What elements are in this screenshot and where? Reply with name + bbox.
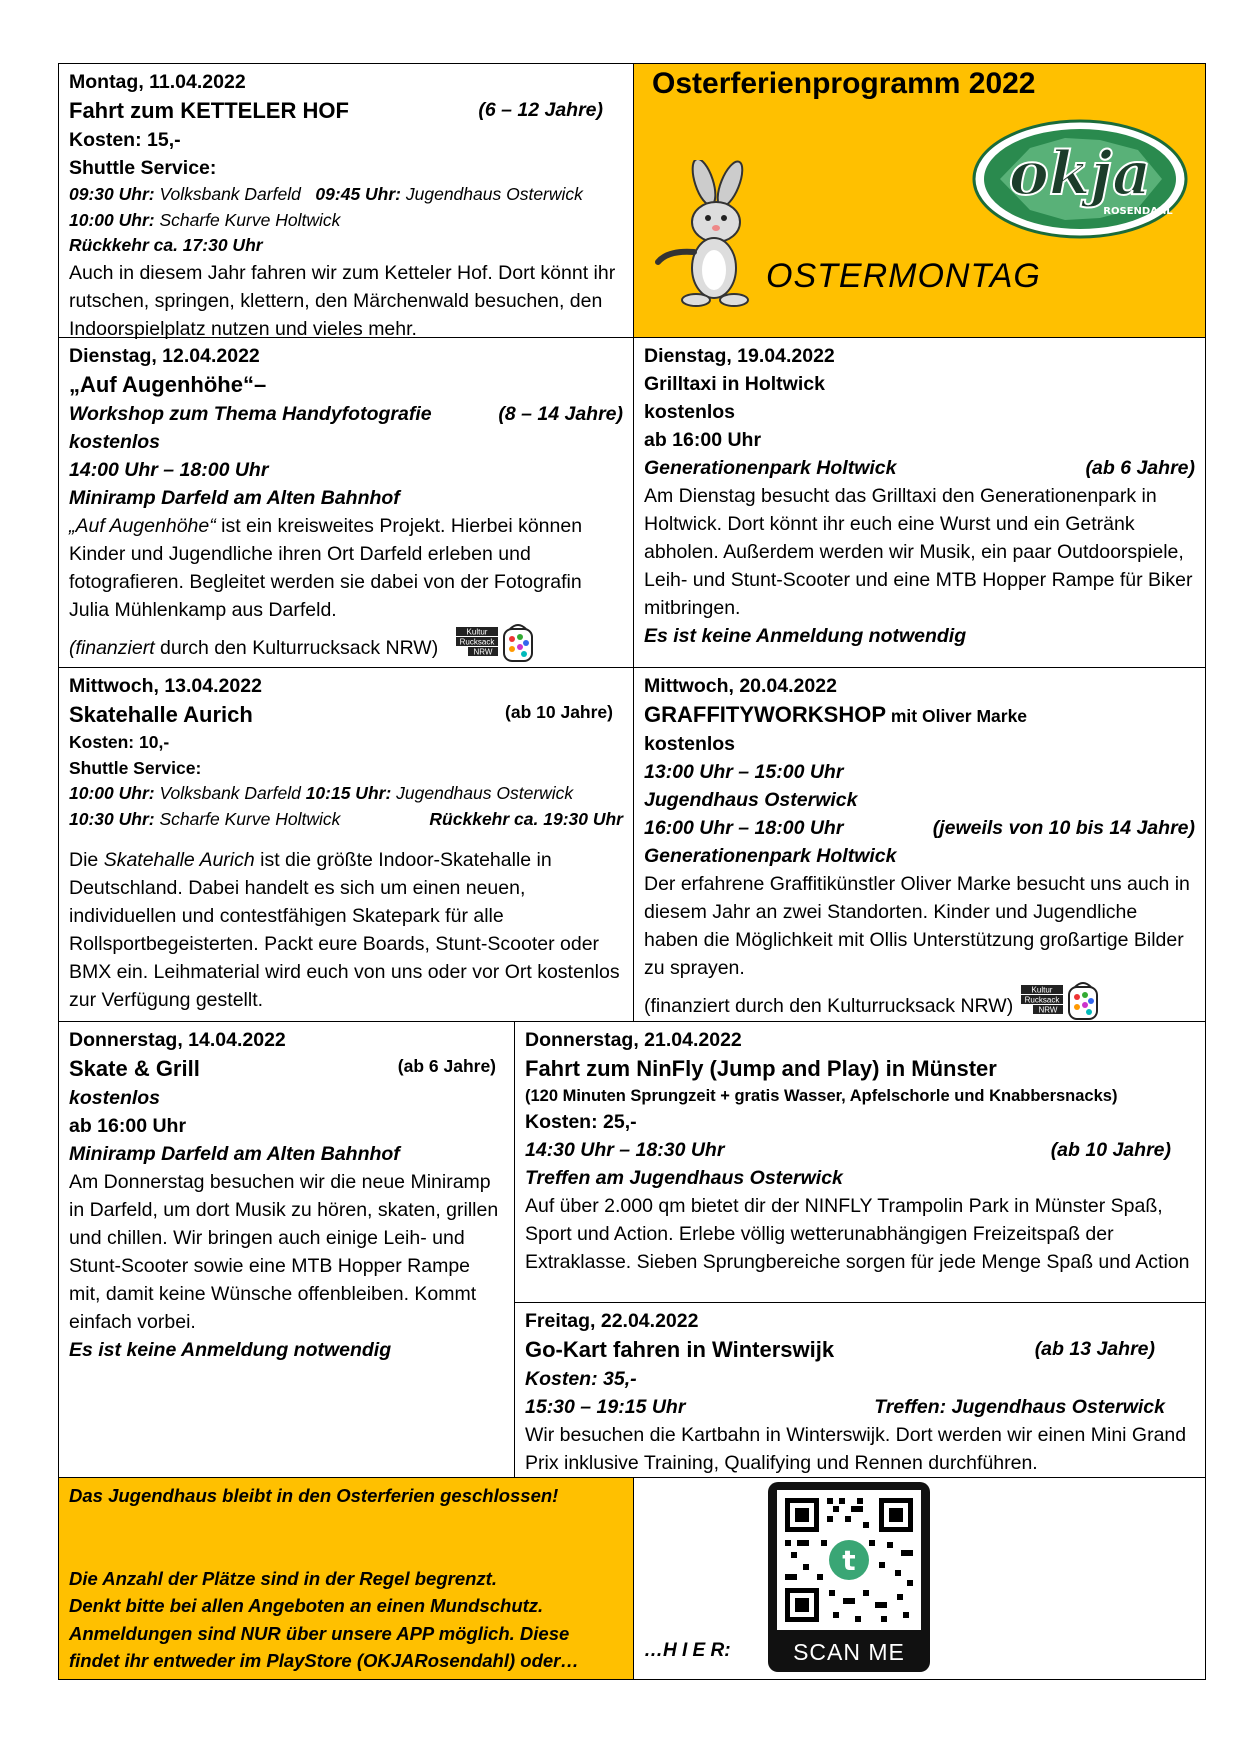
event-date: Mittwoch, 20.04.2022 [644, 675, 837, 697]
qr-pattern-icon [777, 1490, 921, 1630]
event-date: Dienstag, 19.04.2022 [644, 345, 835, 367]
event-date: Mittwoch, 13.04.2022 [69, 675, 262, 697]
event-title: Skatehalle Aurich [69, 702, 253, 727]
event-description: Auf über 2.000 qm bietet dir der NINFLY Trampolin Park in Münster Spaß, Sport und Action. Erlebe völlig wetterunabhängigen Freizeitspaß der Extraklasse. Sieben Sprungbereiche sorgen für jede Menge Spaß und Action [525, 1195, 1190, 1273]
event-cost: Kosten: 15,- [69, 129, 181, 151]
event-description: Am Donnerstag besuchen wir die neue Miniramp in Darfeld, um dort Musik zu hören, skaten, grillen und chillen. Wir bringen auch einige Leih- und Stunt-Scooter sowie eine MTB Hopper Rampe mit, damit keine Wünsche offenbleiben. Kommt einfach vorbei. [69, 1171, 499, 1333]
scan-me-label: SCAN ME [793, 1639, 905, 1665]
event-description [69, 512, 623, 624]
capacity-notice: Die Anzahl der Plätze sind in der Regel begrenzt. [69, 1567, 497, 1589]
shuttle-stops [69, 182, 623, 208]
shuttle-time: 09:45 Uhr: [315, 184, 402, 204]
registration-note: Es ist keine Anmeldung notwendig [644, 625, 967, 647]
event-time: 13:00 Uhr – 15:00 Uhr [644, 761, 844, 783]
shuttle-place: Jugendhaus Osterwick [391, 783, 574, 803]
event-price: kostenlos [644, 733, 736, 755]
badge-line: Kultur [1031, 985, 1053, 995]
event-cost: Kosten: 35,- [525, 1368, 637, 1390]
shuttle-label: Shuttle Service: [69, 757, 202, 778]
mask-notice: Denkt bitte bei allen Angeboten an einen Mundschutz. [69, 1595, 544, 1616]
event-time: ab 16:00 Uhr [644, 429, 762, 451]
shuttle-time: 10:00 Uhr: [69, 783, 155, 803]
event-title: Grilltaxi in Holtwick [644, 373, 825, 395]
event-time: 15:30 – 19:15 Uhr [525, 1396, 686, 1418]
event-age: (ab 10 Jahre) [505, 702, 613, 722]
return-time: Rückkehr ca. 19:30 Uhr [429, 808, 623, 829]
svg-text:okja: okja [1008, 139, 1152, 209]
qr-code-cell [633, 1477, 1206, 1680]
meeting-point: Treffen: Jugendhaus Osterwick [874, 1396, 1165, 1418]
hier-label: …H I E R: [644, 1640, 731, 1661]
event-date: Donnerstag, 21.04.2022 [525, 1029, 742, 1051]
event-title: Skate & Grill [69, 1056, 200, 1081]
project-name: „Auf Augenhöhe“ [69, 515, 216, 537]
shuttle-place: Scharfe Kurve Holtwick [154, 209, 341, 230]
event-price: kostenlos [644, 401, 736, 423]
meeting-point: Treffen am Jugendhaus Osterwick [525, 1167, 843, 1189]
qr-center-letter: t [842, 1544, 856, 1577]
easter-bunny-illustration [648, 160, 766, 310]
event-place: Generationenpark Holtwick [644, 457, 897, 479]
monday-event-cell [58, 63, 634, 338]
shuttle-time: 10:15 Uhr: [305, 783, 392, 803]
shuttle-place: Volksbank Darfeld [154, 783, 306, 803]
tuesday-12-event-cell [58, 337, 634, 668]
badge-line: NRW [473, 647, 493, 657]
event-date: Dienstag, 12.04.2022 [69, 345, 260, 367]
event-date: Donnerstag, 14.04.2022 [69, 1029, 286, 1051]
badge-line: Rucksack [1024, 995, 1059, 1005]
description-text: ist ein kreisweites Projekt. Hierbei können Kinder und Jugendliche ihren Ort Darfeld erleben und fotografieren. Begleitet werden sie dabei von der Fotografin Julia Mühlenkamp aus Darfeld. [69, 515, 583, 621]
event-title-main: GRAFFITYWORKSHOP [644, 702, 886, 727]
event-description [69, 846, 623, 1014]
event-age: (6 – 12 Jahre) [478, 99, 603, 121]
thursday-21-event-cell [514, 1021, 1206, 1303]
tuesday-19-event-cell [633, 337, 1206, 668]
event-subtitle: Workshop zum Thema Handyfotografie [69, 403, 432, 425]
shuttle-stops [69, 807, 623, 833]
funding-note [644, 985, 1195, 1021]
description-prefix: Die [69, 849, 104, 871]
funding-note [69, 627, 623, 663]
svg-text:ROSENDAHL: ROSENDAHL [1103, 206, 1173, 217]
funding-text: durch den Kulturrucksack NRW) [154, 637, 439, 659]
program-title: Osterferienprogramm 2022 [652, 67, 1036, 100]
badge-line: NRW [1038, 1005, 1058, 1015]
shuttle-place: Jugendhaus Osterwick [401, 184, 583, 204]
event-place: Miniramp Darfeld am Alten Bahnhof [69, 1143, 400, 1165]
friday-22-event-cell [514, 1302, 1206, 1478]
program-banner [633, 63, 1206, 338]
event-description: Am Dienstag besucht das Grilltaxi den Generationenpark in Holtwick. Dort könnt ihr euch eine Wurst und ein Getränk abholen. Außerdem werden wir Musik, ein paar Outdoorspiele, Leih- und Stunt-Scooter und eine MTB Hopper Rampe für Biker mitbringen. [644, 485, 1193, 619]
event-cost: Kosten: 25,- [525, 1111, 637, 1133]
event-title: Fahrt zum KETTELER HOF [69, 98, 349, 123]
event-age: (ab 13 Jahre) [1034, 1338, 1155, 1360]
return-time: Rückkehr ca. 17:30 Uhr [69, 235, 263, 255]
event-description: Der erfahrene Graffitikünstler Oliver Marke besucht uns auch in diesem Jahr an zwei Standorten. Kinder und Jugendliche haben die Möglichkeit mit Ollis Unterstützung großartige Bilder zu sprayen. [644, 873, 1190, 979]
funding-text: (finanziert durch den Kulturrucksack NRW) [644, 995, 1014, 1017]
shuttle-stops [69, 208, 623, 234]
okja-logo [970, 118, 1190, 240]
event-age: (ab 6 Jahre) [1085, 457, 1195, 479]
shuttle-time: 09:30 Uhr: [69, 184, 155, 204]
shuttle-place: Volksbank Darfeld [154, 184, 316, 204]
event-age: (8 – 14 Jahre) [498, 403, 623, 425]
qr-code[interactable] [768, 1482, 930, 1672]
event-place: Miniramp Darfeld am Alten Bahnhof [69, 487, 400, 509]
shuttle-place: Scharfe Kurve Holtwick [154, 808, 341, 829]
event-cost: Kosten: 10,- [69, 732, 170, 752]
event-description: Auch in diesem Jahr fahren wir zum Ketteler Hof. Dort könnt ihr rutschen, springen, klettern, den Märchenwald besuchen, den Indoorspielplatz nutzen und vieles mehr. [69, 261, 616, 340]
event-age: (ab 6 Jahre) [397, 1056, 496, 1076]
event-time: 16:00 Uhr – 18:00 Uhr [644, 817, 844, 839]
wednesday-20-event-cell [633, 667, 1206, 1022]
event-time: 14:30 Uhr – 18:30 Uhr [525, 1139, 725, 1161]
badge-line: Kultur [466, 627, 488, 637]
funding-prefix: (finanziert [69, 637, 155, 659]
registration-notice: Anmeldungen sind NUR über unsere APP möglich. Diese findet ihr entweder im PlayStore (OKJARosendahl) oder… [69, 1622, 579, 1671]
kulturrucksack-badge [1019, 979, 1101, 1021]
holiday-label: OSTERMONTAG [766, 257, 1041, 295]
closed-notice: Das Jugendhaus bleibt in den Osterferien geschlossen! [69, 1485, 559, 1506]
event-time: 14:00 Uhr – 18:00 Uhr [69, 459, 269, 481]
event-place: Generationenpark Holtwick [644, 845, 897, 867]
event-extras: (120 Minuten Sprungzeit + gratis Wasser, Apfelschorle und Knabbersnacks) [525, 1087, 1118, 1105]
kulturrucksack-badge [454, 621, 536, 663]
shuttle-time: 10:30 Uhr: [69, 808, 155, 829]
shuttle-time: 10:00 Uhr: [69, 209, 155, 230]
event-description: Wir besuchen die Kartbahn in Winterswijk. Dort werden wir einen Mini Grand Prix inklusive Training, Qualifying und Rennen durchführen. [525, 1424, 1187, 1474]
event-title: „Auf Augenhöhe“– [69, 372, 267, 397]
event-title: Fahrt zum NinFly (Jump and Play) in Münster [525, 1056, 997, 1081]
registration-note: Es ist keine Anmeldung notwendig [69, 1339, 392, 1361]
event-title: Go-Kart fahren in Winterswijk [525, 1337, 835, 1362]
badge-line: Rucksack [459, 637, 494, 647]
event-date: Montag, 11.04.2022 [69, 71, 246, 93]
description-text: ist die größte Indoor-Skatehalle in Deutschland. Dabei handelt es sich um einen neuen, individuellen und contestfähigen Skatepark für alle Rollsportbegeisterten. Packt eure Boards, Stunt-Scooter oder BMX ein. Leihmaterial wird euch von uns oder vor Ort kostenlos zur Verfügung gestellt. [69, 849, 620, 1011]
shuttle-label: Shuttle Service: [69, 157, 217, 179]
event-date: Freitag, 22.04.2022 [525, 1310, 699, 1332]
venue-name: Skatehalle Aurich [103, 849, 255, 871]
event-age: (ab 10 Jahre) [1050, 1139, 1171, 1161]
event-price: kostenlos [69, 431, 161, 453]
event-price: kostenlos [69, 1087, 161, 1109]
wednesday-13-event-cell [58, 667, 634, 1022]
thursday-14-event-cell [58, 1021, 515, 1478]
footer-notes [58, 1477, 634, 1680]
event-title-suffix: mit Oliver Marke [886, 706, 1028, 726]
event-place: Jugendhaus Osterwick [644, 789, 858, 811]
event-age: (jeweils von 10 bis 14 Jahre) [932, 817, 1195, 839]
event-time: ab 16:00 Uhr [69, 1115, 187, 1137]
qr-pattern [777, 1490, 921, 1630]
event-title [644, 700, 1195, 730]
shuttle-stops [69, 781, 623, 807]
